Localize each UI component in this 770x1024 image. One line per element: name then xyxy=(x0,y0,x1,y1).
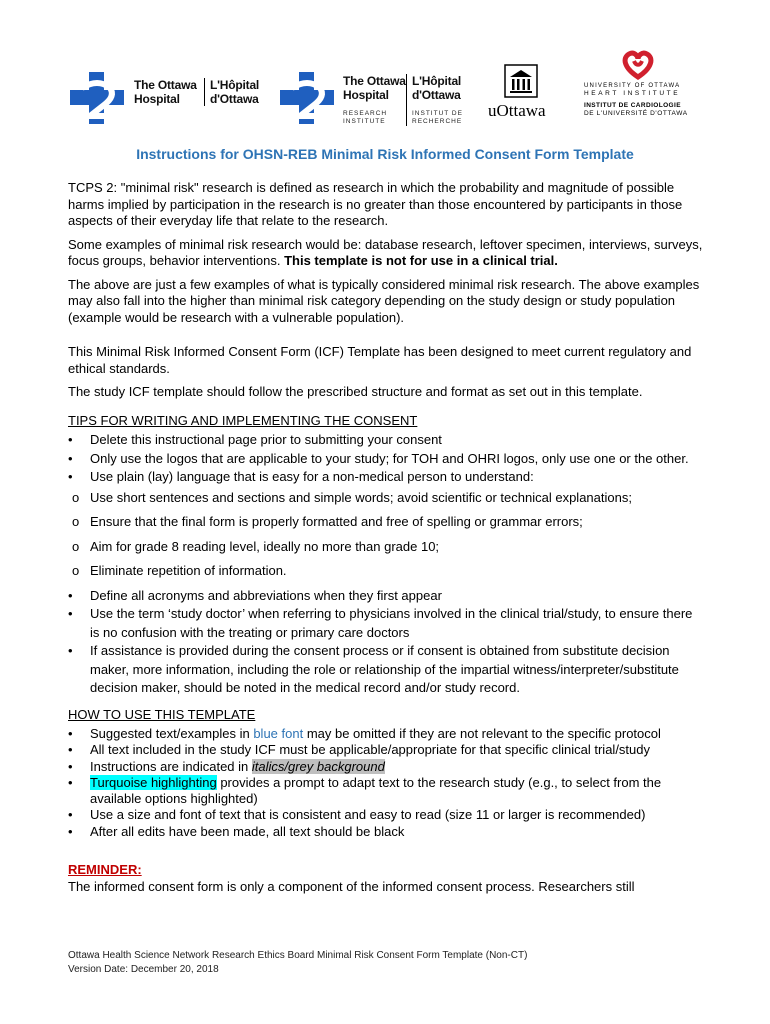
toh-divider xyxy=(204,78,205,106)
blue-font-example: blue font xyxy=(253,726,304,741)
list-item xyxy=(68,431,704,450)
footer-form-name: Ottawa Health Science Network Research Ethics Board Minimal Risk Consent Form Template (Non-CT) xyxy=(68,950,528,961)
list-item xyxy=(68,538,704,556)
how-to-heading: HOW TO USE THIS TEMPLATE xyxy=(68,706,256,722)
list-item xyxy=(68,562,704,580)
bullet: • xyxy=(68,774,73,790)
bullet: • xyxy=(68,758,73,774)
howto-text: Use a size and font of text that is consistent and easy to read (size 11 or larger is recommended) xyxy=(90,807,646,823)
sub-bullet: o xyxy=(72,563,80,578)
examples-text: Some examples of minimal risk research would be: database research, leftover specimen, interviews, surveys, focus groups, behavior interventions. xyxy=(68,236,703,268)
ohri-name-en-2: Hospital xyxy=(343,88,389,102)
sub-bullet: o xyxy=(72,514,80,529)
how-to-list xyxy=(68,726,704,840)
logo-header xyxy=(0,0,770,140)
ohri-name-en-1: The Ottawa xyxy=(343,74,406,88)
page-footer xyxy=(68,949,527,976)
bullet: • xyxy=(68,726,73,741)
list-item xyxy=(68,824,704,840)
minimal-risk-definition: TCPS 2: "minimal risk" research is defined as research in which the probability and magnitude of possible harms implied by participation in the research is no greater than those encountered by participants in those aspects of their everyday life that relate to the research. xyxy=(68,180,683,228)
toh-name-fr-2: d'Ottawa xyxy=(210,92,259,106)
risk-category-paragraph: The above are just a few examples of what is typically considered minimal risk research. The above examples may also fall into the higher than minimal risk category depending on the study design or study population (example would be research with a vulnerable population). xyxy=(68,276,700,325)
ohri-cross-icon xyxy=(278,72,336,124)
reminder-text: The informed consent form is only a component of the informed consent process. Researchers still xyxy=(68,878,635,894)
list-item xyxy=(68,726,704,742)
examples-paragraph xyxy=(68,237,704,270)
heart-name-4: DE L'UNIVERSITÉ D'OTTAWA xyxy=(584,110,688,117)
bullet: • xyxy=(68,606,73,621)
toh-name-en-2: Hospital xyxy=(134,92,180,106)
template-purpose-paragraph: This Minimal Risk Informed Consent Form (ICF) Template has been designed to meet current regulatory and ethical standards. xyxy=(68,344,692,376)
bullet: • xyxy=(68,587,73,603)
ohri-name-fr-2: d'Ottawa xyxy=(412,88,461,102)
heart-name-2: HEART INSTITUTE xyxy=(584,90,681,97)
ohri-sub-en-1: RESEARCH xyxy=(343,110,388,117)
ohri-sub-fr-1: INSTITUT DE xyxy=(412,110,463,117)
uottawa-logo xyxy=(488,64,558,124)
tip-text: If assistance is provided during the consent process or if consent is obtained from substitute decision maker, more information, including the role or relationship of the impartial witness/interpreter/substitute decision maker, should be noted in the medical record and/or study record. xyxy=(90,643,679,695)
ohri-sub-fr-2: RECHERCHE xyxy=(412,118,463,125)
heart-icon xyxy=(618,50,658,80)
bullet: • xyxy=(68,643,73,658)
bullet: • xyxy=(68,742,73,758)
subtip-text: Eliminate repetition of information. xyxy=(90,563,287,578)
bullet: • xyxy=(68,823,73,839)
tip-text: Use the term ‘study doctor’ when referring to physicians involved in the clinical trial/study, to ensure there is no confusion with the treating or primary care doctors xyxy=(90,606,693,640)
ohri-sub-en-2: INSTITUTE xyxy=(343,118,386,125)
howto-text: After all edits have been made, all text should be black xyxy=(90,823,405,839)
list-item xyxy=(68,450,704,469)
toh-name-fr-1: L'Hôpital xyxy=(210,78,260,92)
tip-text: Only use the logos that are applicable to your study; for TOH and OHRI logos, only use one or the other. xyxy=(90,450,689,466)
howto-text: All text included in the study ICF must be applicable/appropriate for that specific clinical trial/study xyxy=(90,742,650,758)
list-item xyxy=(68,742,704,758)
toh-name-en-1: The Ottawa xyxy=(134,78,197,92)
list-item xyxy=(68,605,704,642)
heart-name-1: UNIVERSITY OF OTTAWA xyxy=(584,83,681,89)
subtip-text: Ensure that the final form is properly formatted and free of spelling or grammar errors; xyxy=(90,514,583,529)
subtip-text: Use short sentences and sections and simple words; avoid scientific or technical explanations; xyxy=(90,489,632,505)
toh-cross-icon xyxy=(68,72,126,124)
document-body xyxy=(68,180,704,895)
bullet: • xyxy=(68,432,73,447)
tip-text: Define all acronyms and abbreviations when they first appear xyxy=(90,587,442,603)
howto-text: Instructions are indicated in xyxy=(90,758,252,774)
tips-heading: TIPS FOR WRITING AND IMPLEMENTING THE CONSENT xyxy=(68,412,418,428)
grey-background-example: italics/grey background xyxy=(251,758,385,774)
clinical-trial-warning: This template is not for use in a clinical trial. xyxy=(284,253,558,268)
bullet: • xyxy=(68,807,73,823)
sub-bullet: o xyxy=(72,538,80,554)
bullet: • xyxy=(68,450,73,466)
list-item xyxy=(68,587,704,606)
list-item xyxy=(68,775,704,808)
subtip-text: Aim for grade 8 reading level, ideally no more than grade 10; xyxy=(90,538,440,554)
sub-bullet: o xyxy=(72,489,80,505)
heart-institute-logo xyxy=(584,50,694,122)
heart-name-3: INSTITUT DE CARDIOLOGIE xyxy=(584,102,681,109)
tip-text: Use plain (lay) language that is easy for a non-medical person to understand: xyxy=(90,469,534,484)
howto-text: provides a prompt to adapt text to the research study (e.g., to select from the available options highlighted) xyxy=(90,774,662,807)
uottawa-wordmark: uOttawa xyxy=(488,101,546,120)
footer-version-date: Version Date: December 20, 2018 xyxy=(68,963,219,975)
plain-language-sublist xyxy=(68,489,704,581)
reminder-heading: REMINDER: xyxy=(68,862,142,878)
template-structure-paragraph: The study ICF template should follow the prescribed structure and format as set out in this template. xyxy=(68,384,643,399)
turquoise-highlight-example: Turquoise highlighting xyxy=(90,774,217,790)
list-item xyxy=(68,759,704,775)
uottawa-building-icon xyxy=(504,64,538,98)
ohri-name-fr-1: L'Hôpital xyxy=(412,74,462,88)
page-title: Instructions for OHSN-REB Minimal Risk Informed Consent Form Template xyxy=(136,146,634,162)
tip-text: Delete this instructional page prior to submitting your consent xyxy=(90,432,442,447)
list-item xyxy=(68,807,704,823)
tips-list xyxy=(68,431,704,698)
list-item xyxy=(68,513,704,531)
bullet: • xyxy=(68,469,73,484)
ohri-logo xyxy=(278,72,468,132)
toh-logo xyxy=(68,72,258,122)
howto-text: Suggested text/examples in xyxy=(90,726,254,741)
list-item xyxy=(68,489,704,507)
list-item xyxy=(68,642,704,698)
list-item xyxy=(68,468,704,580)
howto-text: may be omitted if they are not relevant to the specific protocol xyxy=(303,726,661,741)
ohri-divider xyxy=(406,74,407,126)
